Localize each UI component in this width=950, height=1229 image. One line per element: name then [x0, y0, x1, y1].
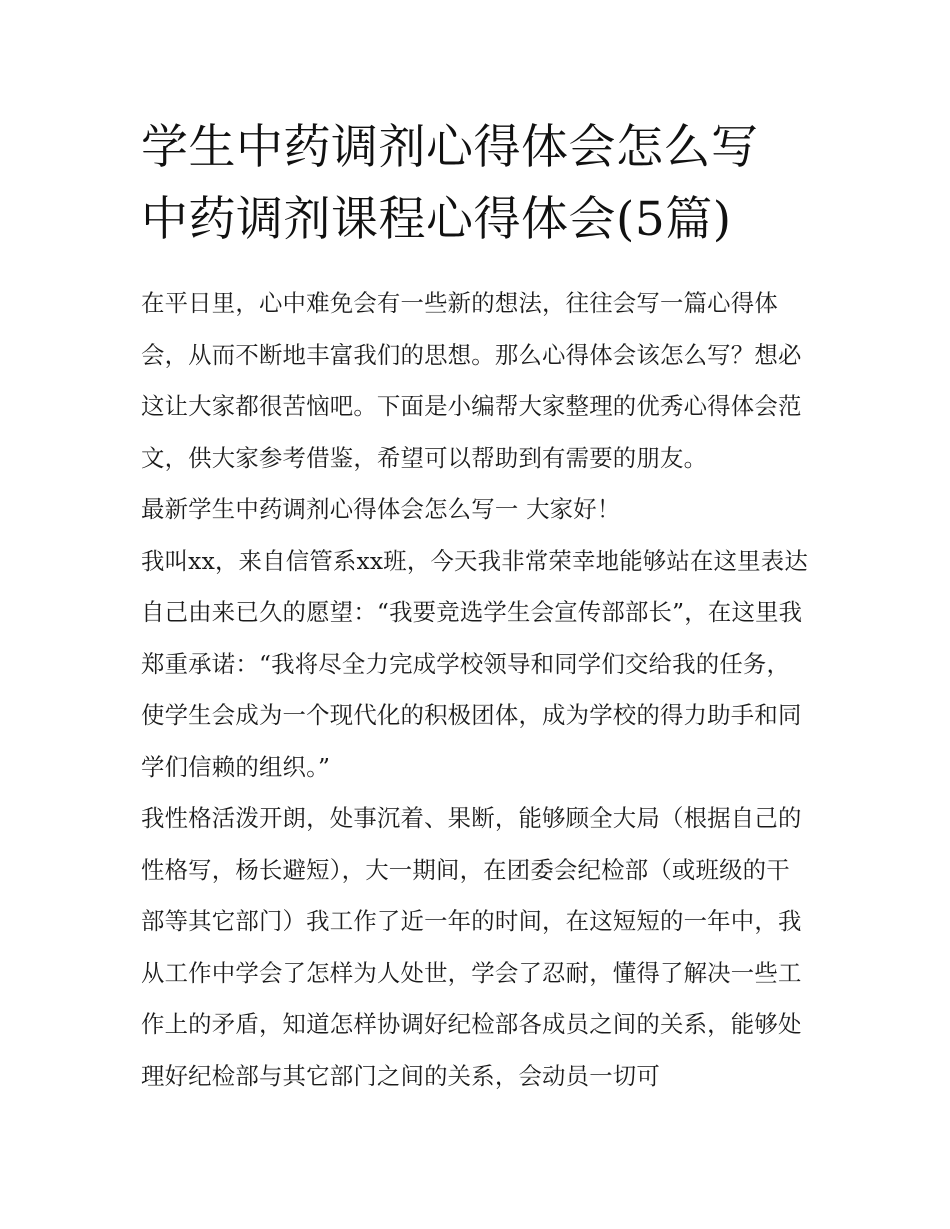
title-line-1: 学生中药调剂心得体会怎么写 [141, 120, 759, 175]
paragraph-self-intro: 我叫xx，来自信管系xx班，今天我非常荣幸地能够站在这里表达自己由来已久的愿望：“我要竞选学生会宣传部部长”，在这里我郑重承诺：“我将尽全力完成学校领导和同学们交给我的任务，使学生会成为一个现代化的积极团体，成为学校的得力助手和同学们信赖的组织。” [141, 546, 808, 781]
paragraph-heading-greeting: 最新学生中药调剂心得体会怎么写一 大家好！ [141, 495, 621, 523]
document-body [141, 278, 813, 1102]
paragraph-intro: 在平日里，心中难免会有一些新的想法，往往会写一篇心得体会，从而不断地丰富我们的思想。那么心得体会该怎么写？想必这让大家都很苦恼吧。下面是小编帮大家整理的优秀心得体会范文，供大家参考借鉴，希望可以帮助到有需要的朋友。 [141, 289, 802, 472]
document-content [141, 112, 813, 1102]
title-line-2: 中药调剂课程心得体会(5篇) [141, 192, 732, 247]
document-title [141, 112, 813, 256]
paragraph-experience: 我性格活泼开朗，处事沉着、果断，能够顾全大局（根据自己的性格写，杨长避短），大一期间，在团委会纪检部（或班级的干部等其它部门）我工作了近一年的时间，在这短短的一年中，我从工作中学会了怎样为人处世，学会了忍耐，懂得了解决一些工作上的矛盾，知道怎样协调好纪检部各成员之间的关系，能够处理好纪检部与其它部门之间的关系，会动员一切可 [141, 804, 802, 1090]
